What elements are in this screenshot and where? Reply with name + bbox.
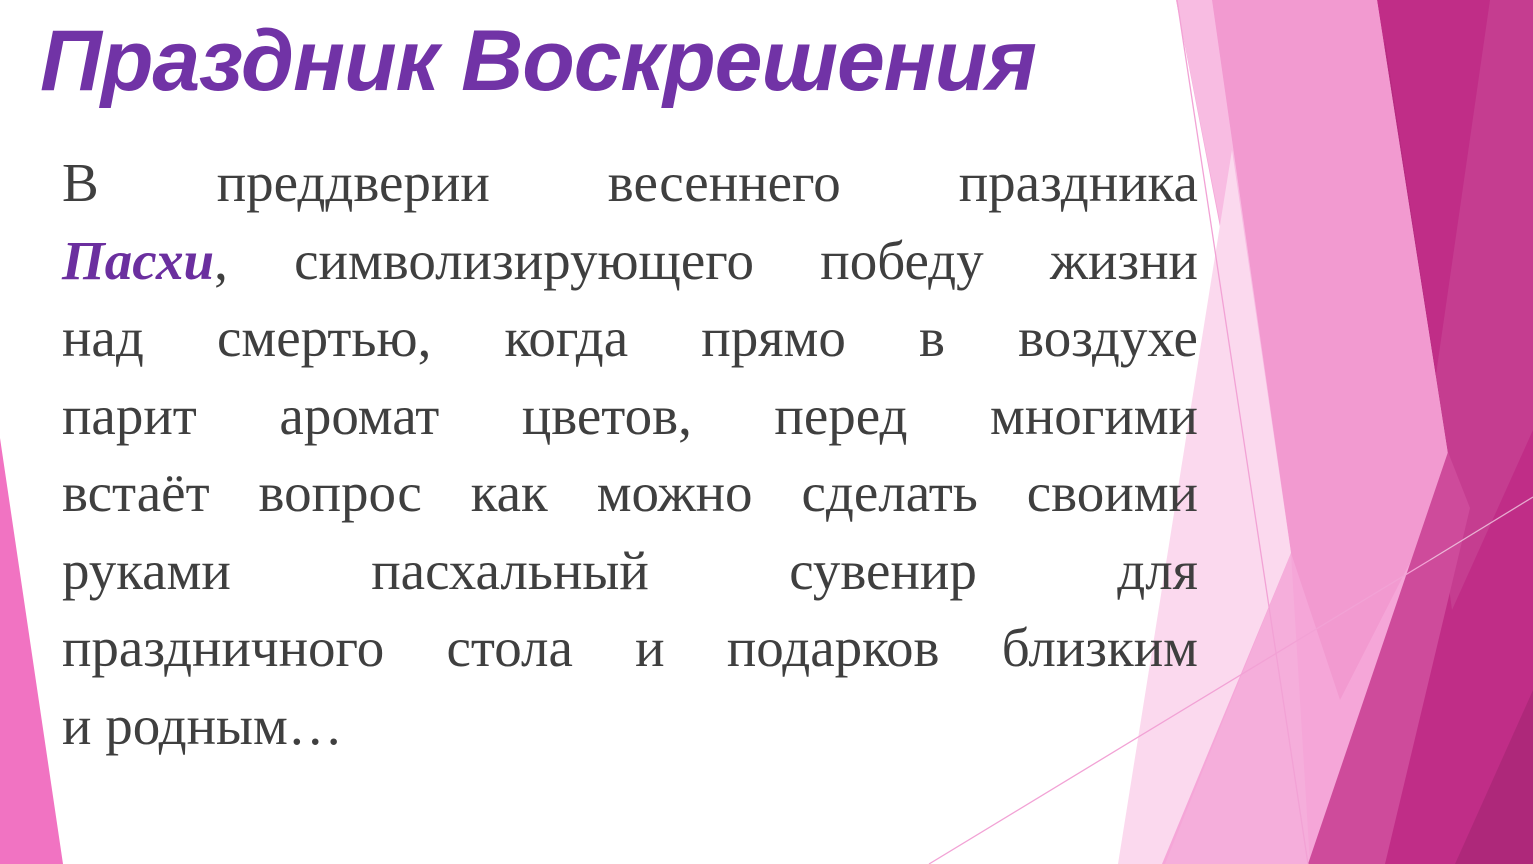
body-line	[62, 694, 1198, 772]
body-word: аромат	[279, 384, 440, 446]
body-word: своими	[1026, 462, 1198, 523]
body-word: прямо	[701, 307, 846, 368]
body-word: весеннего	[607, 152, 841, 213]
body-line	[62, 539, 1198, 617]
body-word: воздухе	[1018, 307, 1198, 368]
body-line	[62, 151, 1198, 229]
body-word: перед	[774, 384, 908, 446]
body-word: пасхальный	[371, 539, 649, 601]
body-word: для	[1117, 539, 1198, 601]
bg-corner-wedge	[0, 438, 63, 864]
body-word: встаёт	[62, 462, 210, 523]
body-line	[62, 616, 1198, 694]
body-word: над	[62, 307, 144, 368]
body-line	[62, 461, 1198, 539]
body-word: жизни	[1049, 229, 1198, 291]
body-word: родным…	[105, 694, 343, 756]
body-word: вопрос	[258, 462, 422, 523]
body-word: праздничного	[62, 617, 385, 678]
body-line	[62, 384, 1198, 462]
body-word: парит	[62, 384, 197, 446]
body-word: когда	[504, 307, 629, 368]
body-word: преддверии	[216, 152, 490, 213]
body-line	[62, 229, 1198, 307]
body-word: В	[62, 152, 99, 213]
body-word: и	[635, 617, 665, 678]
body-word: можно	[596, 462, 753, 523]
body-word: сувенир	[789, 539, 977, 601]
body-word: победу	[820, 229, 984, 291]
body-word: многими	[990, 384, 1198, 446]
body-word-accent: Пасхи,	[62, 229, 228, 291]
body-word: руками	[62, 539, 231, 601]
body-word: праздника	[958, 152, 1198, 213]
body-line	[62, 306, 1198, 384]
body-word: как	[470, 462, 548, 523]
body-word: стола	[446, 617, 573, 678]
body-word: в	[918, 307, 945, 368]
body-word: символизирующего	[294, 229, 754, 291]
slide-title: Праздник Воскрешения	[40, 13, 1036, 109]
body-word: подарков	[726, 617, 940, 678]
body-word: смертью,	[216, 307, 432, 368]
body-word: сделать	[801, 462, 978, 523]
body-word: и	[62, 694, 92, 756]
body-word: близким	[1001, 617, 1198, 678]
slide-body-paragraph	[62, 151, 1198, 771]
body-word: цветов,	[521, 384, 692, 446]
